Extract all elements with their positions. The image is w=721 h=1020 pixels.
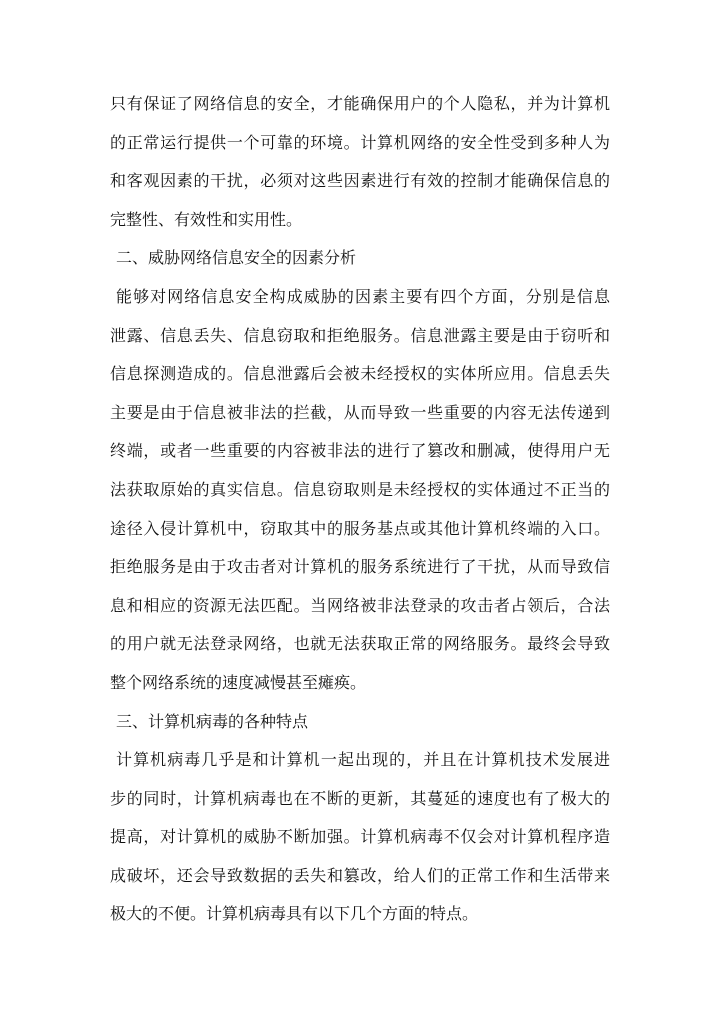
text-line: 成破坏，还会导致数据的丢失和篡改，给人们的正常工作和生活带来 bbox=[110, 865, 610, 885]
text-line: 的用户就无法登录网络，也就无法获取正常的网络服务。最终会导致 bbox=[110, 634, 610, 654]
text-line: 提高，对计算机的威胁不断加强。计算机病毒不仅会对计算机程序造 bbox=[110, 827, 610, 847]
text-line: 和客观因素的干扰，必须对这些因素进行有效的控制才能确保信息的 bbox=[110, 171, 610, 191]
text-line: 途径入侵计算机中，窃取其中的服务基点或其他计算机终端的入口。 bbox=[110, 518, 610, 538]
text-line: 泄露、信息丢失、信息窃取和拒绝服务。信息泄露主要是由于窃听和 bbox=[110, 325, 610, 345]
text-line: 计算机病毒几乎是和计算机一起出现的，并且在计算机技术发展进 bbox=[116, 750, 610, 770]
text-line: 法获取原始的真实信息。信息窃取则是未经授权的实体通过不正当的 bbox=[110, 479, 610, 499]
text-line: 息和相应的资源无法匹配。当网络被非法登录的攻击者占领后，合法 bbox=[110, 595, 610, 615]
section-heading: 三、计算机病毒的各种特点 bbox=[116, 711, 309, 731]
text-line: 拒绝服务是由于攻击者对计算机的服务系统进行了干扰，从而导致信 bbox=[110, 557, 610, 577]
text-line: 信息探测造成的。信息泄露后会被未经授权的实体所应用。信息丢失 bbox=[110, 364, 610, 384]
text-line: 完整性、有效性和实用性。 bbox=[110, 209, 303, 229]
section-heading: 二、威胁网络信息安全的因素分析 bbox=[116, 248, 357, 268]
text-line: 能够对网络信息安全构成威胁的因素主要有四个方面，分别是信息 bbox=[116, 286, 610, 306]
document-body bbox=[110, 85, 610, 934]
text-line: 主要是由于信息被非法的拦截，从而导致一些重要的内容无法传递到 bbox=[110, 402, 610, 422]
text-line: 极大的不便。计算机病毒具有以下几个方面的特点。 bbox=[110, 904, 479, 924]
text-line: 只有保证了网络信息的安全，才能确保用户的个人隐私，并为计算机 bbox=[110, 94, 610, 113]
text-line: 的正常运行提供一个可靠的环境。计算机网络的安全性受到多种人为 bbox=[110, 132, 610, 152]
text-line: 终端，或者一些重要的内容被非法的进行了篡改和删减，使得用户无 bbox=[110, 441, 610, 461]
text-line: 整个网络系统的速度减慢甚至瘫痪。 bbox=[110, 672, 367, 692]
text-line: 步的同时，计算机病毒也在不断的更新，其蔓延的速度也有了极大的 bbox=[110, 788, 610, 808]
